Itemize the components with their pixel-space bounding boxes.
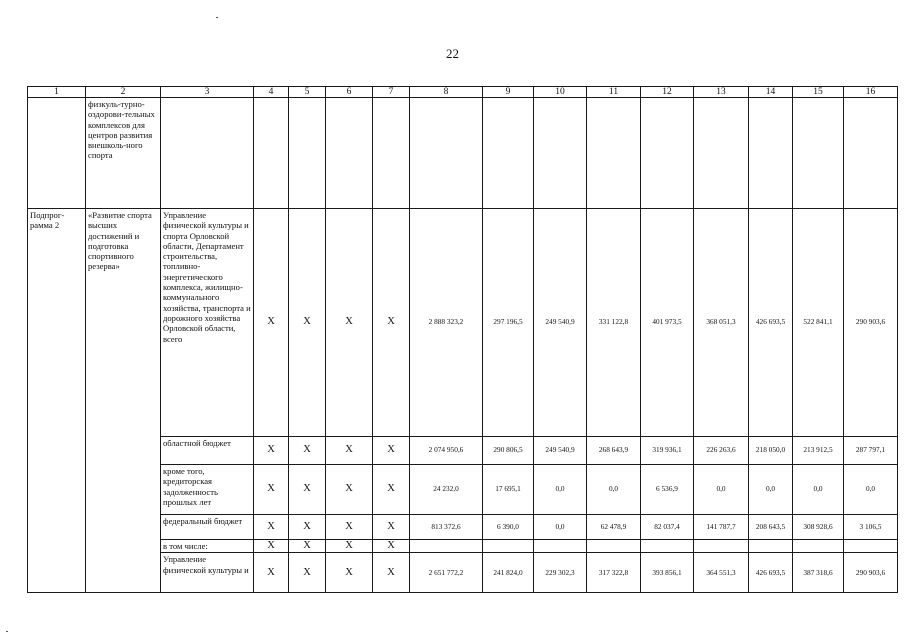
- amount-cell: 317 322,8: [587, 553, 641, 593]
- amount-cell: 2 651 772,2: [410, 553, 483, 593]
- amount-cell: 3 106,5: [844, 515, 898, 540]
- x-mark-cell: X: [326, 540, 373, 553]
- funding-source-cell: в том числе:: [161, 540, 254, 553]
- column-header: 12: [641, 87, 694, 98]
- subprogram-name: «Развитие спорта высших достижений и подготовка спортивного резерва»: [86, 209, 161, 593]
- amount-cell: 308 928,6: [793, 515, 844, 540]
- x-mark-cell: X: [326, 209, 373, 437]
- amount-cell: 208 643,5: [749, 515, 793, 540]
- column-header: 6: [326, 87, 373, 98]
- column-header: 7: [373, 87, 410, 98]
- x-mark-cell: X: [373, 209, 410, 437]
- x-mark-cell: X: [373, 515, 410, 540]
- column-header: 9: [483, 87, 534, 98]
- page-number: 22: [446, 46, 459, 61]
- x-mark-cell: X: [326, 465, 373, 515]
- amount-cell: 297 196,5: [483, 209, 534, 437]
- column-header: 3: [161, 87, 254, 98]
- column-header: 1: [28, 87, 86, 98]
- funding-source-cell: Управление физической культуры и спорта Орловской области, Департамент строительства, топливно-энергетического комплекса, жилищно-коммунального хозяйства, транспорта и дорожного хозяйства Орловской области, всего: [161, 209, 254, 437]
- amount-cell: 387 318,6: [793, 553, 844, 593]
- amount-cell: 364 551,3: [694, 553, 749, 593]
- amount-cell: 24 232,0: [410, 465, 483, 515]
- table-row: [28, 98, 898, 209]
- column-header: 2: [86, 87, 161, 98]
- amount-cell: 0,0: [844, 465, 898, 515]
- amount-cell: 0,0: [534, 515, 587, 540]
- amount-cell: 0,0: [534, 465, 587, 515]
- table-row: [28, 209, 898, 437]
- x-mark-cell: X: [373, 437, 410, 465]
- column-header: 11: [587, 87, 641, 98]
- x-mark-cell: X: [289, 553, 326, 593]
- x-mark-cell: X: [289, 465, 326, 515]
- amount-cell: 62 478,9: [587, 515, 641, 540]
- funding-source-cell: Управление физической культуры и: [161, 553, 254, 593]
- scan-speck-bottom: [6, 631, 8, 632]
- amount-cell: 319 936,1: [641, 437, 694, 465]
- amount-cell: 2 888 323,2: [410, 209, 483, 437]
- amount-cell: [587, 540, 641, 553]
- amount-cell: [844, 540, 898, 553]
- funding-source-cell: областной бюджет: [161, 437, 254, 465]
- amount-cell: 0,0: [793, 465, 844, 515]
- scan-speck-top: [216, 17, 218, 18]
- amount-cell: 331 122,8: [587, 209, 641, 437]
- amount-cell: 6 390,0: [483, 515, 534, 540]
- amount-cell: 522 841,1: [793, 209, 844, 437]
- x-mark-cell: X: [373, 465, 410, 515]
- x-mark-cell: X: [254, 437, 289, 465]
- subprogram-label: Подпрог-рамма 2: [28, 209, 86, 593]
- column-numbers-row: [28, 87, 898, 98]
- amount-cell: [534, 540, 587, 553]
- column-header: 5: [289, 87, 326, 98]
- amount-cell: [694, 540, 749, 553]
- x-mark-cell: X: [254, 553, 289, 593]
- x-mark-cell: X: [373, 553, 410, 593]
- x-mark-cell: X: [254, 515, 289, 540]
- amount-cell: 249 540,9: [534, 437, 587, 465]
- x-mark-cell: X: [254, 465, 289, 515]
- funding-source-cell: кроме того, кредиторская задолженность прошлых лет: [161, 465, 254, 515]
- amount-cell: 6 536,9: [641, 465, 694, 515]
- amount-cell: 268 643,9: [587, 437, 641, 465]
- column-header: 14: [749, 87, 793, 98]
- x-mark-cell: X: [373, 540, 410, 553]
- x-mark-cell: X: [254, 540, 289, 553]
- amount-cell: 813 372,6: [410, 515, 483, 540]
- column-header: 13: [694, 87, 749, 98]
- x-mark-cell: X: [254, 209, 289, 437]
- amount-cell: 290 903,6: [844, 553, 898, 593]
- funding-source-cell: федеральный бюджет: [161, 515, 254, 540]
- amount-cell: 290 806,5: [483, 437, 534, 465]
- amount-cell: [410, 540, 483, 553]
- amount-cell: 0,0: [587, 465, 641, 515]
- amount-cell: 290 903,6: [844, 209, 898, 437]
- x-mark-cell: X: [326, 437, 373, 465]
- x-mark-cell: X: [326, 553, 373, 593]
- amount-cell: 213 912,5: [793, 437, 844, 465]
- column-header: 8: [410, 87, 483, 98]
- amount-cell: 426 693,5: [749, 553, 793, 593]
- amount-cell: 426 693,5: [749, 209, 793, 437]
- amount-cell: 401 973,5: [641, 209, 694, 437]
- x-mark-cell: X: [289, 540, 326, 553]
- amount-cell: 393 856,1: [641, 553, 694, 593]
- amount-cell: 249 540,9: [534, 209, 587, 437]
- amount-cell: 368 051,3: [694, 209, 749, 437]
- amount-cell: 17 695,1: [483, 465, 534, 515]
- amount-cell: 226 263,6: [694, 437, 749, 465]
- amount-cell: [749, 540, 793, 553]
- column-header: 15: [793, 87, 844, 98]
- continued-activity-name: физкуль-турно-оздорови-тельных комплексов для центров развития внешколь-ного спорта: [86, 98, 161, 209]
- amount-cell: [483, 540, 534, 553]
- x-mark-cell: X: [289, 515, 326, 540]
- amount-cell: 0,0: [694, 465, 749, 515]
- amount-cell: 229 302,3: [534, 553, 587, 593]
- amount-cell: 218 050,0: [749, 437, 793, 465]
- x-mark-cell: X: [289, 437, 326, 465]
- amount-cell: [641, 540, 694, 553]
- amount-cell: 141 787,7: [694, 515, 749, 540]
- amount-cell: 241 824,0: [483, 553, 534, 593]
- column-header: 4: [254, 87, 289, 98]
- x-mark-cell: X: [289, 209, 326, 437]
- amount-cell: 2 074 950,6: [410, 437, 483, 465]
- amount-cell: 0,0: [749, 465, 793, 515]
- x-mark-cell: X: [326, 515, 373, 540]
- amount-cell: [793, 540, 844, 553]
- budget-table: [27, 86, 898, 593]
- column-header: 10: [534, 87, 587, 98]
- amount-cell: 287 797,1: [844, 437, 898, 465]
- amount-cell: 82 037,4: [641, 515, 694, 540]
- column-header: 16: [844, 87, 898, 98]
